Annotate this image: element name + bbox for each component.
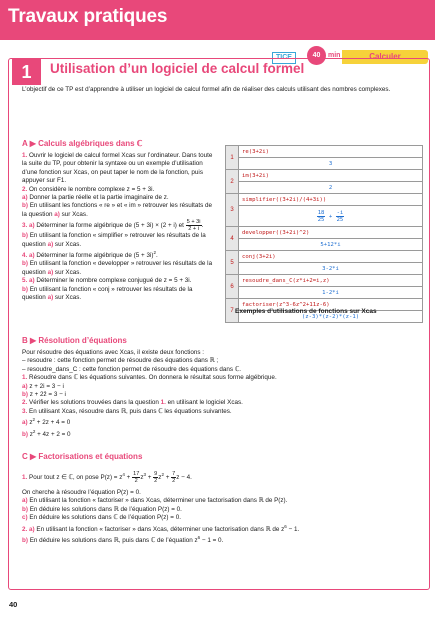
part-c-q2b: b) En déduire les solutions dans ℝ, puis dans ℂ de l’équation $z^6 - 1 = 0$. (22, 535, 224, 545)
part-b-heading: B ▶ Résolution d’équations (22, 336, 127, 345)
section-number: 1 (12, 59, 41, 85)
part-b-content (22, 349, 422, 439)
page-number: 40 (9, 600, 18, 609)
part-a-content (22, 152, 215, 303)
part-b-q1b: b) z + 2z̄ = 3 − i (22, 391, 66, 399)
xcas-row-2-output: 2 (226, 182, 423, 194)
part-c-q1a: a) En utilisant la fonction « factoriser » dans Xcas, déterminer une factorisation dans ℝ de P(z). (22, 497, 288, 505)
xcas-row-3-output: $\frac{18}{25}$ + $\frac{-i}{25}$ (226, 206, 423, 227)
part-a-q2a: a) Donner la partie réelle et la partie imaginaire de z. (22, 194, 169, 202)
fraction-9-over-2: $\frac{9}{2}$ (154, 470, 158, 484)
xcas-table-caption: Exemples d’utilisations de fonctions sur Xcas (235, 308, 377, 315)
xcas-row-5-output: 3-2*i (226, 263, 423, 275)
part-a-q2b: b) En utilisant les fonctions « re » et « im » retrouver les résultats de la question a) sur Xcas. (22, 202, 213, 218)
part-c-q2a: 2. a) En utilisant la fonction « factoriser » dans Xcas, déterminer une factorisation dans ℝ de $z^6 - 1$. (22, 523, 300, 533)
header-banner (0, 0, 435, 40)
part-a-q4a: 4. a) Déterminer la forme algébrique de $(5 + 3i)^2$. (22, 250, 158, 260)
part-b-intro-2: – resoudre : cette fonction permet de résoudre des équations dans ℝ ; (22, 357, 219, 365)
xcas-row-6-output: 1-2*i (226, 287, 423, 299)
xcas-row-4-command: 4 developper((3+2i)^2) (226, 227, 423, 239)
part-a-q3b: b) En utilisant la fonction « simplifier » retrouver les résultats de la question a) sur Xcas. (22, 232, 206, 248)
part-b-intro-1: Pour résoudre des équations avec Xcas, il existe deux fonctions : (22, 349, 205, 356)
intro-paragraph: L’objectif de ce TP est d’apprendre à utiliser un logiciel de calcul formel afin de réaliser des calculs utilisant des nombres complexes. (22, 86, 391, 93)
section-title: Utilisation d’un logiciel de calcul formel (50, 61, 305, 76)
part-a-q4b: b) En utilisant la fonction « developper » retrouver les résultats de la question a) sur Xcas. (22, 260, 213, 276)
part-c-content (22, 467, 422, 545)
xcas-row-3-command: 3 simplifier((3+2i)/(4+3i)) (226, 194, 423, 206)
tice-tag: TICE (272, 52, 296, 64)
part-a-q5b: b) En utilisant la fonction « conj » retrouver les résultats de la question a) sur Xcas. (22, 285, 193, 302)
timer-badge: 40 (307, 46, 326, 65)
fraction-5-3i-over-2-i: $\frac{5 + 3i}{2 + i}$ (186, 219, 201, 233)
part-a-q3a: 3. a) Déterminer la forme algébrique de (5 + 3i) × (2 + i) et $\frac{5 + 3i}{2 + i}$ . (22, 219, 204, 233)
xcas-row-7-command: 7 factoriser(z^3-6z^2+11z-6) (226, 299, 423, 311)
part-b-q3a: a) $z^2 + 2z + 4 = 0$ (22, 417, 71, 427)
xcas-fraction-18-25: $\frac{18}{25}$ (317, 209, 325, 223)
xcas-row-1-command: 1 re(3+2i) (226, 146, 423, 158)
xcas-fraction-minus-i-25: $\frac{-i}{25}$ (336, 209, 344, 223)
part-b-q3b: b) $z^2 + 4z + 2 = 0$ (22, 428, 71, 438)
part-b-q1a: a) z + 2i = 3 − i (22, 382, 64, 390)
part-c-heading: C ▶ Factorisations et équations (22, 452, 143, 461)
xcas-row-2-command: 2 im(3+2i) (226, 170, 423, 182)
xcas-row-5-command: 5 conj(3+2i) (226, 251, 423, 263)
xcas-row-4-output: 5+12*i (226, 239, 423, 251)
xcas-session-table (225, 145, 423, 323)
part-b-intro-3: – resoudre_dans_C : cette fonction permet de résoudre des équations dans ℂ. (22, 365, 241, 373)
xcas-row-1-output: 3 (226, 158, 423, 170)
part-a-q2: 2. On considère le nombre complexe z = 5 + 3i. (22, 185, 155, 193)
fraction-7-over-2: $\frac{7}{2}$ (172, 470, 176, 484)
part-c-q1c: c) En déduire les solutions dans ℂ de l’équation P(z) = 0. (22, 514, 181, 522)
part-a-heading: A ▶ Calculs algébriques dans ℂ (22, 139, 143, 148)
part-c-q1b: b) En déduire les solutions dans ℝ de l’équation P(z) = 0. (22, 505, 182, 513)
part-b-q3: 3. En utilisant Xcas, résoudre dans ℝ, puis dans ℂ les équations suivantes. (22, 407, 232, 415)
timer-unit: min (328, 52, 341, 59)
part-a-q1: 1. Ouvrir le logiciel de calcul formel Xcas sur l’ordinateur. Dans toute la suite du TP, pour obtenir la syntaxe ou un exemple d’utilisation d’une fonction sur Xcas, on peut taper le nom de la fonction, puis appuyer sur F1. (22, 152, 213, 185)
category-tag: Calculer (342, 50, 428, 64)
part-c-q1: 1. Pour tout z ∈ ℂ, on pose $P(z) = z^4$ + $\frac{17}{2}$ $z^3$ + $\frac{9}{2}$ $z^2$ + $\frac{7}{2}$ z − 4. (22, 470, 192, 484)
part-b-q2: 2. Vérifier les solutions trouvées dans la question 1. en utilisant le logiciel Xcas. (22, 399, 243, 407)
part-c-line2: On cherche à résoudre l’équation P(z) = 0. (22, 489, 141, 496)
xcas-row-7-output: (z-3)*(z-2)*(z-1) (226, 311, 423, 323)
part-a-q5a: 5. a) Déterminer le nombre complexe conjugué de z = 5 + 3i. (22, 277, 192, 285)
page-header-title: Travaux pratiques (8, 6, 168, 27)
fraction-17-over-2: $\frac{17}{2}$ (133, 470, 140, 484)
part-b-q1: 1. Résoudre dans ℂ les équations suivantes. On donnera le résultat sous forme algébrique. (22, 374, 277, 382)
xcas-row-6-command: 6 resoudre_dans_C(z*i+2=i,z) (226, 275, 423, 287)
